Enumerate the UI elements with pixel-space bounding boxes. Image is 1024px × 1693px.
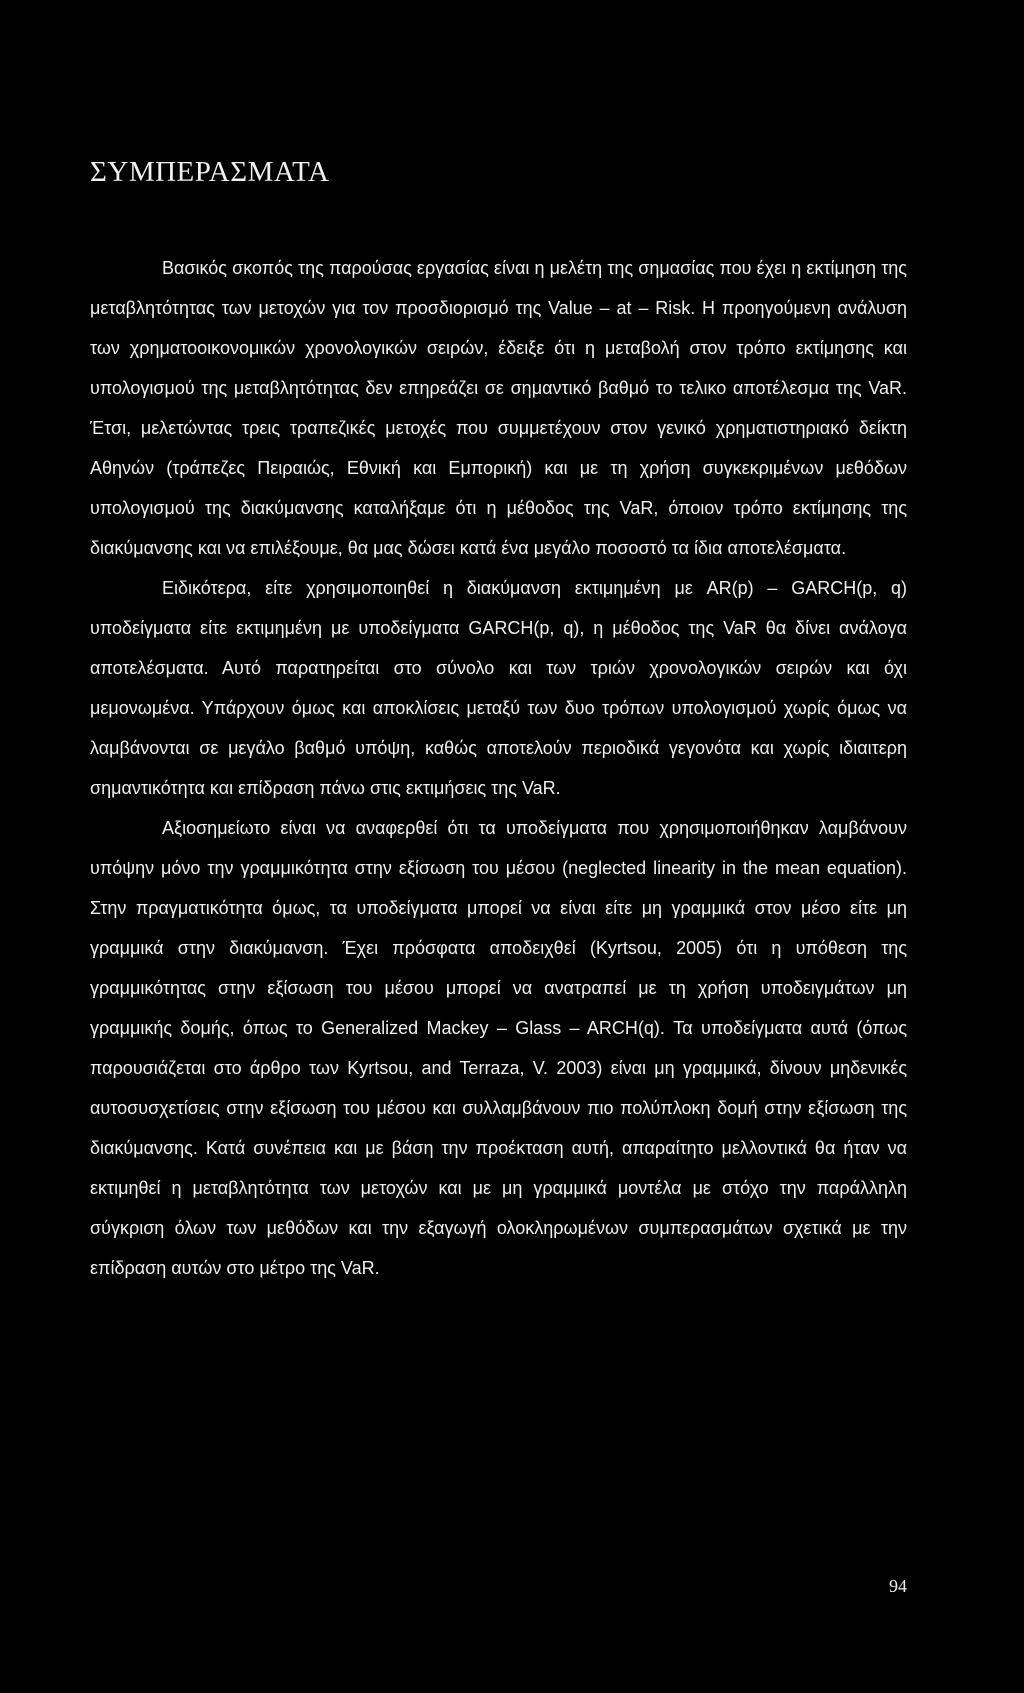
page-title: ΣΥΜΠΕΡΑΣΜΑΤΑ xyxy=(90,156,330,188)
page-number: 94 xyxy=(889,1576,907,1596)
paragraph-2: Ειδικότερα, είτε χρησιμοποιηθεί η διακύμανση εκτιμημένη με AR(p) – GARCH(p, q) υποδείγματα είτε εκτιμημένη με υποδείγματα GARCH(p, q), η μέθοδος της VaR θα δίνει ανάλογα αποτελέσματα. Αυτό παρατηρείται στο σύνολο και των τριών χρονολογικών σειρών και όχι μεμονωμένα. Υπάρχουν όμως και αποκλίσεις μεταξύ των δυο τρόπων υπολογισμού χωρίς όμως να λαμβάνονται σε μεγάλο βαθμό υπόψη, καθώς αποτελούν περιοδικά γεγονότα και χωρίς ιδιαιτερη σημαντικότητα και επίδραση πάνω στις εκτιμήσεις της VaR. xyxy=(90,578,907,798)
paragraph-1: Βασικός σκοπός της παρούσας εργασίας είναι η μελέτη της σημασίας που έχει η εκτίμηση της μεταβλητότητας των μετοχών για τον προσδιορισμό της Value – at – Risk. Η προηγούμενη ανάλυση των χρηματοοικονομικών χρονολογικών σειρών, έδειξε ότι η μεταβολή στον τρόπο εκτίμησης και υπολογισμού της μεταβλητότητας δεν επηρεάζει σε σημαντικό βαθμό το τελικο αποτέλεσμα της VaR. Έτσι, μελετώντας τρεις τραπεζικές μετοχές που συμμετέχουν στον γενικό χρηματιστηριακό δείκτη Αθηνών (τράπεζες Πειραιώς, Εθνική και Εμπορική) και με τη χρήση συγκεκριμένων μεθόδων υπολογισμού της διακύμανσης καταλήξαμε ότι η μέθοδος της VaR, όποιον τρόπο εκτίμησης της διακύμανσης και να επιλέξουμε, θα μας δώσει κατά ένα μεγάλο ποσοστό τα ίδια αποτελέσματα. xyxy=(90,258,907,558)
paragraph-3: Αξιοσημείωτο είναι να αναφερθεί ότι τα υποδείγματα που χρησιμοποιήθηκαν λαμβάνουν υπόψην μόνο την γραμμικότητα στην εξίσωση του μέσου (neglected linearity in the mean equation). Στην πραγματικότητα όμως, τα υποδείγματα μπορεί να είναι είτε μη γραμμικά στον μέσο είτε μη γραμμικά στην διακύμανση. Έχει πρόσφατα αποδειχθεί (Kyrtsou, 2005) ότι η υπόθεση της γραμμικότητας στην εξίσωση του μέσου μπορεί να ανατραπεί με τη χρήση υποδειγμάτων μη γραμμικής δομής, όπως το Generalized Mackey – Glass – ARCH(q). Τα υποδείγματα αυτά (όπως παρουσιάζεται στο άρθρο των Kyrtsou, and Terraza, V. 2003) είναι μη γραμμικά, δίνουν μηδενικές αυτοσυσχετίσεις στην εξίσωση του μέσου και συλλαμβάνουν πιο πολύπλοκη δομή στην εξίσωση της διακύμανσης. Κατά συνέπεια και με βάση την προέκταση αυτή, απαραίτητο μελλοντικά θα ήταν να εκτιμηθεί η μεταβλητότητα των μετοχών και με μη γραμμικά μοντέλα με στόχο την παράλληλη σύγκριση όλων των μεθόδων και την εξαγωγή ολοκληρωμένων συμπερασμάτων σχετικά με την επίδραση αυτών στο μέτρο της VaR. xyxy=(90,818,907,1278)
body-text xyxy=(90,248,907,1288)
